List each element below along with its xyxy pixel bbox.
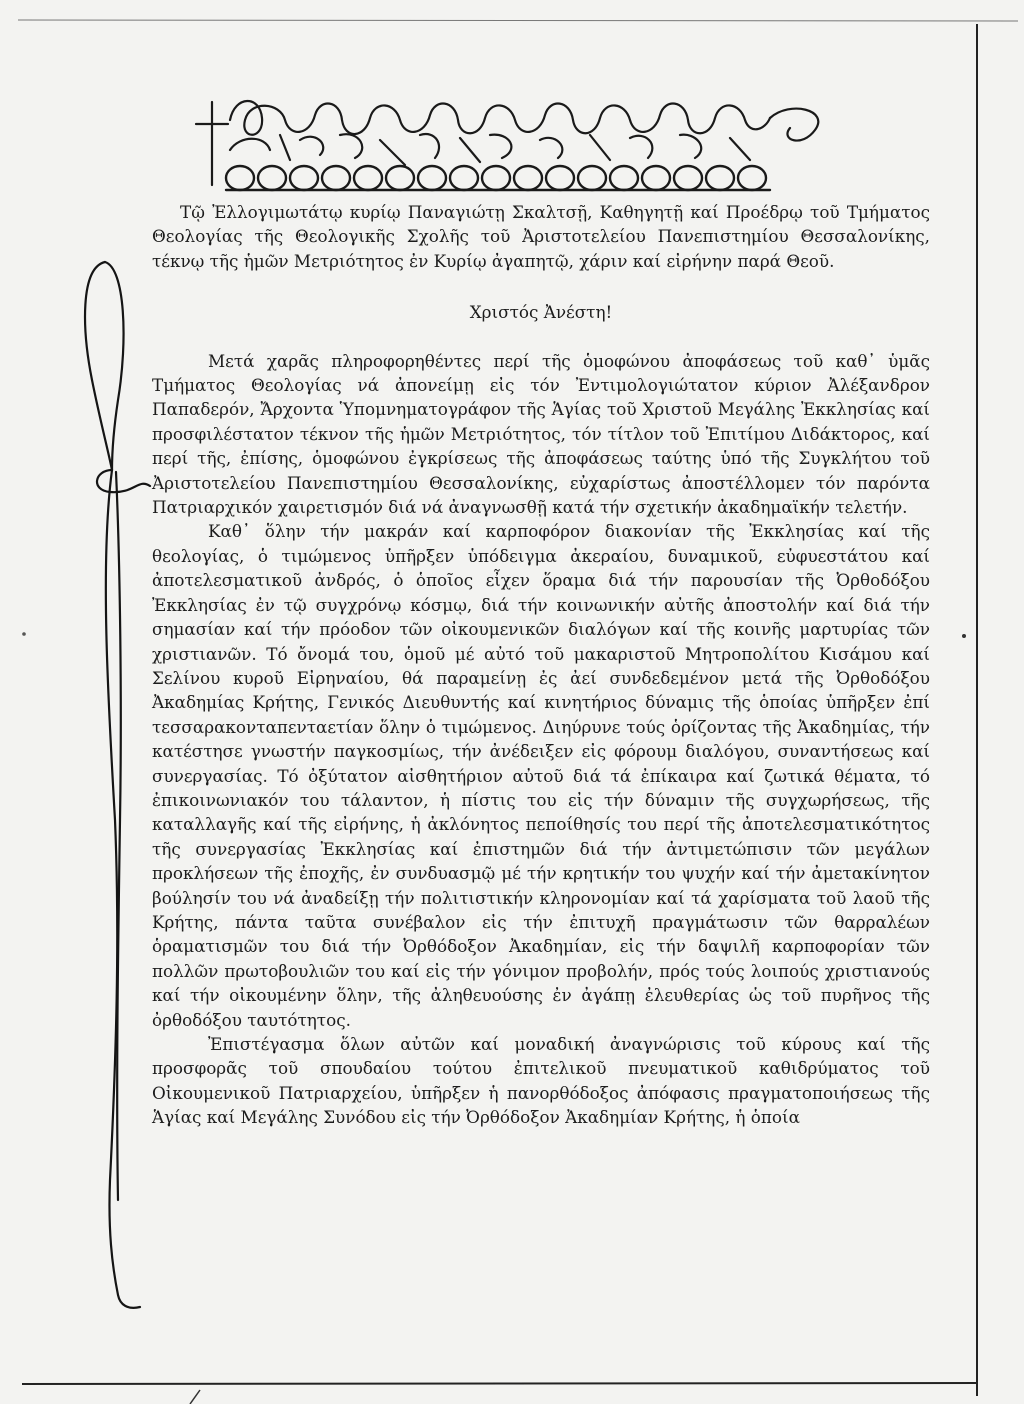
- greeting: Χριστός Ἀνέστη!: [469, 302, 613, 323]
- letter-body: [152, 200, 930, 1130]
- paragraph-2: Καθ᾽ ὅλην τήν μακράν καί καρποφόρον διακονίαν τῆς Ἐκκλησίας καί τῆς θεολογίας, ὁ τιμώμενος ὑπῆρξεν ὑπόδειγμα ἀκεραίου, δυναμικοῦ, εὐφυεστάτου καί ἀποτελεσματικοῦ ἀνδρός, ὁ ὁποῖος εἶχεν ὅραμα διά τήν παρουσίαν τῆς Ὀρθοδόξου Ἐκκλησίας ἐν τῷ συγχρόνῳ κόσμῳ, διά τήν κοινωνικήν αὐτῆς ἀποστολήν καί διά τήν σημασίαν καί τήν πρόοδον τῶν οἰκουμενικῶν διαλόγων καί τῆς κοινῆς μαρτυρίας τῶν χριστιανῶν. Τό ὄνομά του, ὁμοῦ μέ αὐτό τοῦ μακαριστοῦ Μητροπολίτου Κισάμου καί Σελίνου κυροῦ Εἰρηναίου, θά παραμείνῃ ἐς ἀεί συνδεδεμένον μετά τῆς Ὀρθοδόξου Ἀκαδημίας Κρήτης, Γενικός Διευθυντής καί κινητήριος δύναμις τῆς ὁποίας ὑπῆρξεν ἐπί τεσσαρακονταπενταετίαν ὅλην ὁ τιμώμενος. Διηύρυνε τούς ὁρίζοντας τῆς Ἀκαδημίας, τήν κατέστησε γνωστήν παγκοσμίως, τήν ἀνέδειξεν εἰς φόρουμ διαλόγου, συναντήσεως καί συνεργασίας. Τό ὀξύτατον αἰσθητήριον αὐτοῦ διά τά ἐπίκαιρα καί ζωτικά θέματα, τό ἐπικοινωνιακόν του τάλαντον, ἡ πίστις του εἰς τήν δύναμιν τῆς συγχωρήσεως, τῆς καταλλαγῆς καί τῆς εἰρήνης, ἡ ἀκλόνητος πεποίθησίς του περί τῆς ἀποτελεσματικότητος τῆς συνεργασίας Ἐκκλησίας καί ἐπιστημῶν διά τήν ἀντιμετώπισιν τῶν μεγάλων προκλήσεων τῆς ἐποχῆς, ἐν συνδυασμῷ μέ τήν κρητικήν του ψυχήν καί τήν ἀμετακίνητον βούλησίν του νά ἀναδείξῃ τήν πολιτιστικήν κληρονομίαν καί τά χαρίσματα τοῦ λαοῦ τῆς Κρήτης, πάντα ταῦτα συνέβαλον εἰς τήν ἐπιτυχῆ πραγμάτωσιν τῶν θαρραλέων ὁραματισμῶν του διά τήν Ὀρθόδοξον Ἀκαδημίαν, εἰς τήν δαψιλῆ καρποφορίαν τῶν πολλῶν πρωτοβουλιῶν του καί εἰς τήν γόνιμον προβολήν, πρός τούς λοιπούς χριστιανούς καί τήν οἰκουμένην ὅλην, τῆς ἀληθευούσης ἐν ἀγάπῃ ἐλευθερίας ὡς τοῦ πυρῆνος τῆς ὀρθοδόξου ταυτότητος.: [152, 521, 930, 1030]
- salutation: Τῷ Ἐλλογιμωτάτῳ κυρίῳ Παναγιώτῃ Σκαλτσῇ, Καθηγητῇ καί Προέδρῳ τοῦ Τμήματος Θεολογίας τῆς Θεολογικῆς Σχολῆς τοῦ Ἀριστοτελείου Πανεπιστημίου Θεσσαλονίκης, τέκνῳ τῆς ἡμῶν Μετριότητος ἐν Κυρίῳ ἀγαπητῷ, χάριν καί εἰρήνην παρά Θεοῦ.: [152, 202, 930, 271]
- paragraph-3: Ἐπιστέγασμα ὅλων αὐτῶν καί μοναδική ἀναγνώρισις τοῦ κύρους καί τῆς προσφορᾶς τοῦ σπουδαίου τούτου ἐπιτελικοῦ πνευματικοῦ καθιδρύματος τοῦ Οἰκουμενικοῦ Πατριαρχείου, ὑπῆρξεν ἡ πανορθόδοξος ἀπόφασις πραγματοποιήσεως τῆς Ἁγίας καί Μεγάλης Συνόδου εἰς τήν Ὀρθόδοξον Ἀκαδημίαν Κρήτης, ἡ ὁποία: [152, 1034, 930, 1128]
- paragraph-1: Μετά χαρᾶς πληροφορηθέντες περί τῆς ὁμοφώνου ἀποφάσεως τοῦ καθ᾽ ὑμᾶς Τμήματος Θεολογίας νά ἀπονείμῃ εἰς τόν Ἐντιμολογιώτατον κύριον Ἀλέξανδρον Παπαδερόν, Ἄρχοντα Ὑπομνηματογράφον τῆς Ἁγίας τοῦ Χριστοῦ Μεγάλης Ἐκκλησίας καί προσφιλέστατον τέκνον τῆς ἡμῶν Μετριότητος, τόν τίτλον τοῦ Ἐπιτίμου Διδάκτορος, καί περί τῆς, ἐπίσης, ὁμοφώνου ἐγκρίσεως τῆς ἀποφάσεως ταύτης ὑπό τῆς Συγκλήτου τοῦ Ἀριστοτελείου Πανεπιστημίου Θεσσαλονίκης, εὐχαρίστως ἀποστέλλομεν τόν παρόντα Πατριαρχικόν χαιρετισμόν διά νά ἀναγνωσθῇ κατά τήν σχετικήν ἀκαδημαϊκήν τελετήν.: [152, 350, 930, 518]
